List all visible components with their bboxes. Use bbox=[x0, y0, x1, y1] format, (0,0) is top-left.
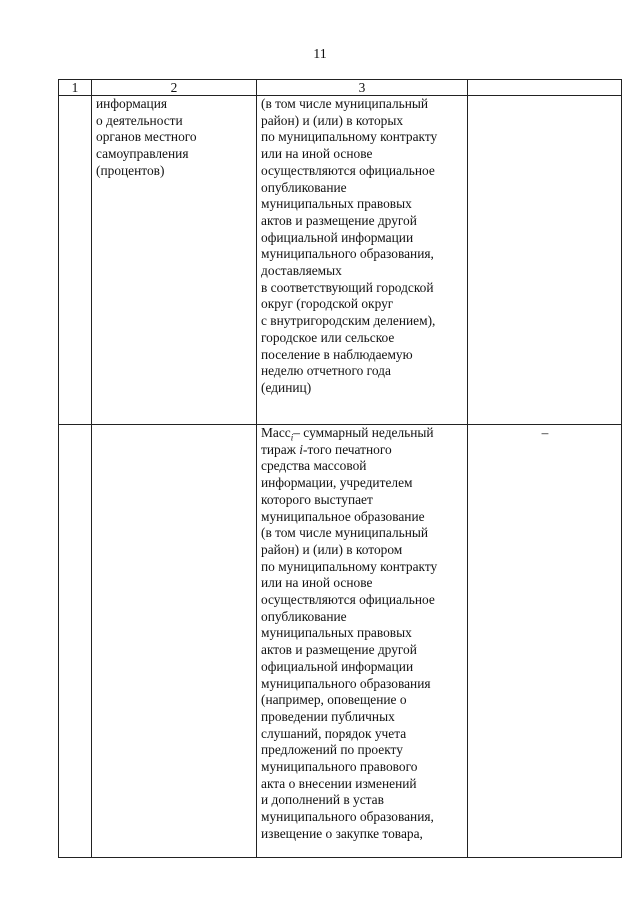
text-line bbox=[261, 442, 464, 459]
formula-subscript: i bbox=[290, 432, 294, 443]
cell-value bbox=[468, 96, 622, 425]
text-line: неделю отчетного года bbox=[261, 363, 391, 379]
text-line: муниципальных правовых bbox=[261, 196, 412, 212]
text-line: (например, оповещение о bbox=[261, 692, 407, 708]
table-row bbox=[59, 96, 622, 425]
text-line: (в том числе муниципальный bbox=[261, 525, 429, 541]
text-line: муниципального правового bbox=[261, 759, 418, 775]
formula-term: Масс bbox=[261, 425, 291, 440]
text-line: район) и (или) в котором bbox=[261, 541, 403, 557]
text-line: по муниципальному контракту bbox=[261, 558, 438, 574]
cell-indicator-name bbox=[92, 425, 257, 858]
page-number: 11 bbox=[313, 47, 327, 62]
text-line: или на иной основе bbox=[261, 575, 373, 591]
text-line: с внутригородским делением), bbox=[261, 313, 436, 329]
text-line: слушаний, порядок учета bbox=[261, 725, 407, 741]
text-line: доставляемых bbox=[261, 263, 342, 279]
header-col-4 bbox=[468, 80, 622, 96]
text-line: акта о внесении изменений bbox=[261, 775, 417, 791]
text-line: которого выступает bbox=[261, 491, 373, 507]
text-line: по муниципальному контракту bbox=[261, 129, 438, 145]
text-line: предложений по проекту bbox=[261, 742, 403, 758]
text-line: информации, учредителем bbox=[261, 475, 413, 491]
cell-value-dash: – bbox=[468, 425, 622, 858]
table-row bbox=[59, 425, 622, 858]
text-line: о деятельности bbox=[96, 112, 183, 128]
text-line: (процентов) bbox=[96, 162, 165, 178]
text-line: опубликование bbox=[261, 608, 347, 624]
text-line: (единиц) bbox=[261, 379, 312, 395]
italic-index: i bbox=[299, 441, 303, 457]
text-line: муниципальное образование bbox=[261, 508, 425, 524]
text-line: официальной информации bbox=[261, 658, 414, 674]
text-line: в соответствующий городской bbox=[261, 279, 434, 295]
text-line: самоуправления bbox=[96, 146, 189, 162]
text-line: средства массовой bbox=[261, 458, 367, 474]
text-line: (в том числе муниципальный bbox=[261, 96, 429, 111]
header-col-3: 3 bbox=[257, 80, 468, 96]
text-line: муниципального образования, bbox=[261, 809, 434, 825]
text-line: актов и размещение другой bbox=[261, 212, 417, 228]
text-line: информация bbox=[96, 96, 168, 111]
text-line: опубликование bbox=[261, 179, 347, 195]
indicator-table bbox=[58, 79, 622, 858]
text-line: официальной информации bbox=[261, 229, 414, 245]
cell-indicator-name bbox=[92, 96, 257, 425]
formula-definition: – суммарный недельный bbox=[293, 425, 434, 440]
text-line: округ (городской округ bbox=[261, 296, 394, 312]
text-line: или на иной основе bbox=[261, 146, 373, 162]
text-line: муниципального образования, bbox=[261, 246, 434, 262]
text-line: осуществляются официальное bbox=[261, 592, 435, 608]
text-line: извещение о закупке товара, bbox=[261, 825, 423, 841]
cell-description bbox=[257, 96, 468, 425]
header-col-1: 1 bbox=[59, 80, 92, 96]
text-line: муниципального образования bbox=[261, 675, 431, 691]
header-row bbox=[59, 80, 622, 96]
text-line: городское или сельское bbox=[261, 329, 395, 345]
text-fragment: -того печатного bbox=[303, 441, 392, 457]
cell-number bbox=[59, 96, 92, 425]
text-fragment: тираж bbox=[261, 441, 300, 457]
text-line: органов местного bbox=[96, 129, 197, 145]
header-col-2: 2 bbox=[92, 80, 257, 96]
text-line: и дополнений в устав bbox=[261, 792, 384, 808]
text-line: поселение в наблюдаемую bbox=[261, 346, 413, 362]
text-line: актов и размещение другой bbox=[261, 642, 417, 658]
text-line: осуществляются официальное bbox=[261, 162, 435, 178]
text-line: район) и (или) в которых bbox=[261, 112, 404, 128]
cell-description bbox=[257, 425, 468, 858]
formula-term-line bbox=[261, 425, 464, 442]
cell-number bbox=[59, 425, 92, 858]
text-line: муниципальных правовых bbox=[261, 625, 412, 641]
text-line: проведении публичных bbox=[261, 708, 395, 724]
